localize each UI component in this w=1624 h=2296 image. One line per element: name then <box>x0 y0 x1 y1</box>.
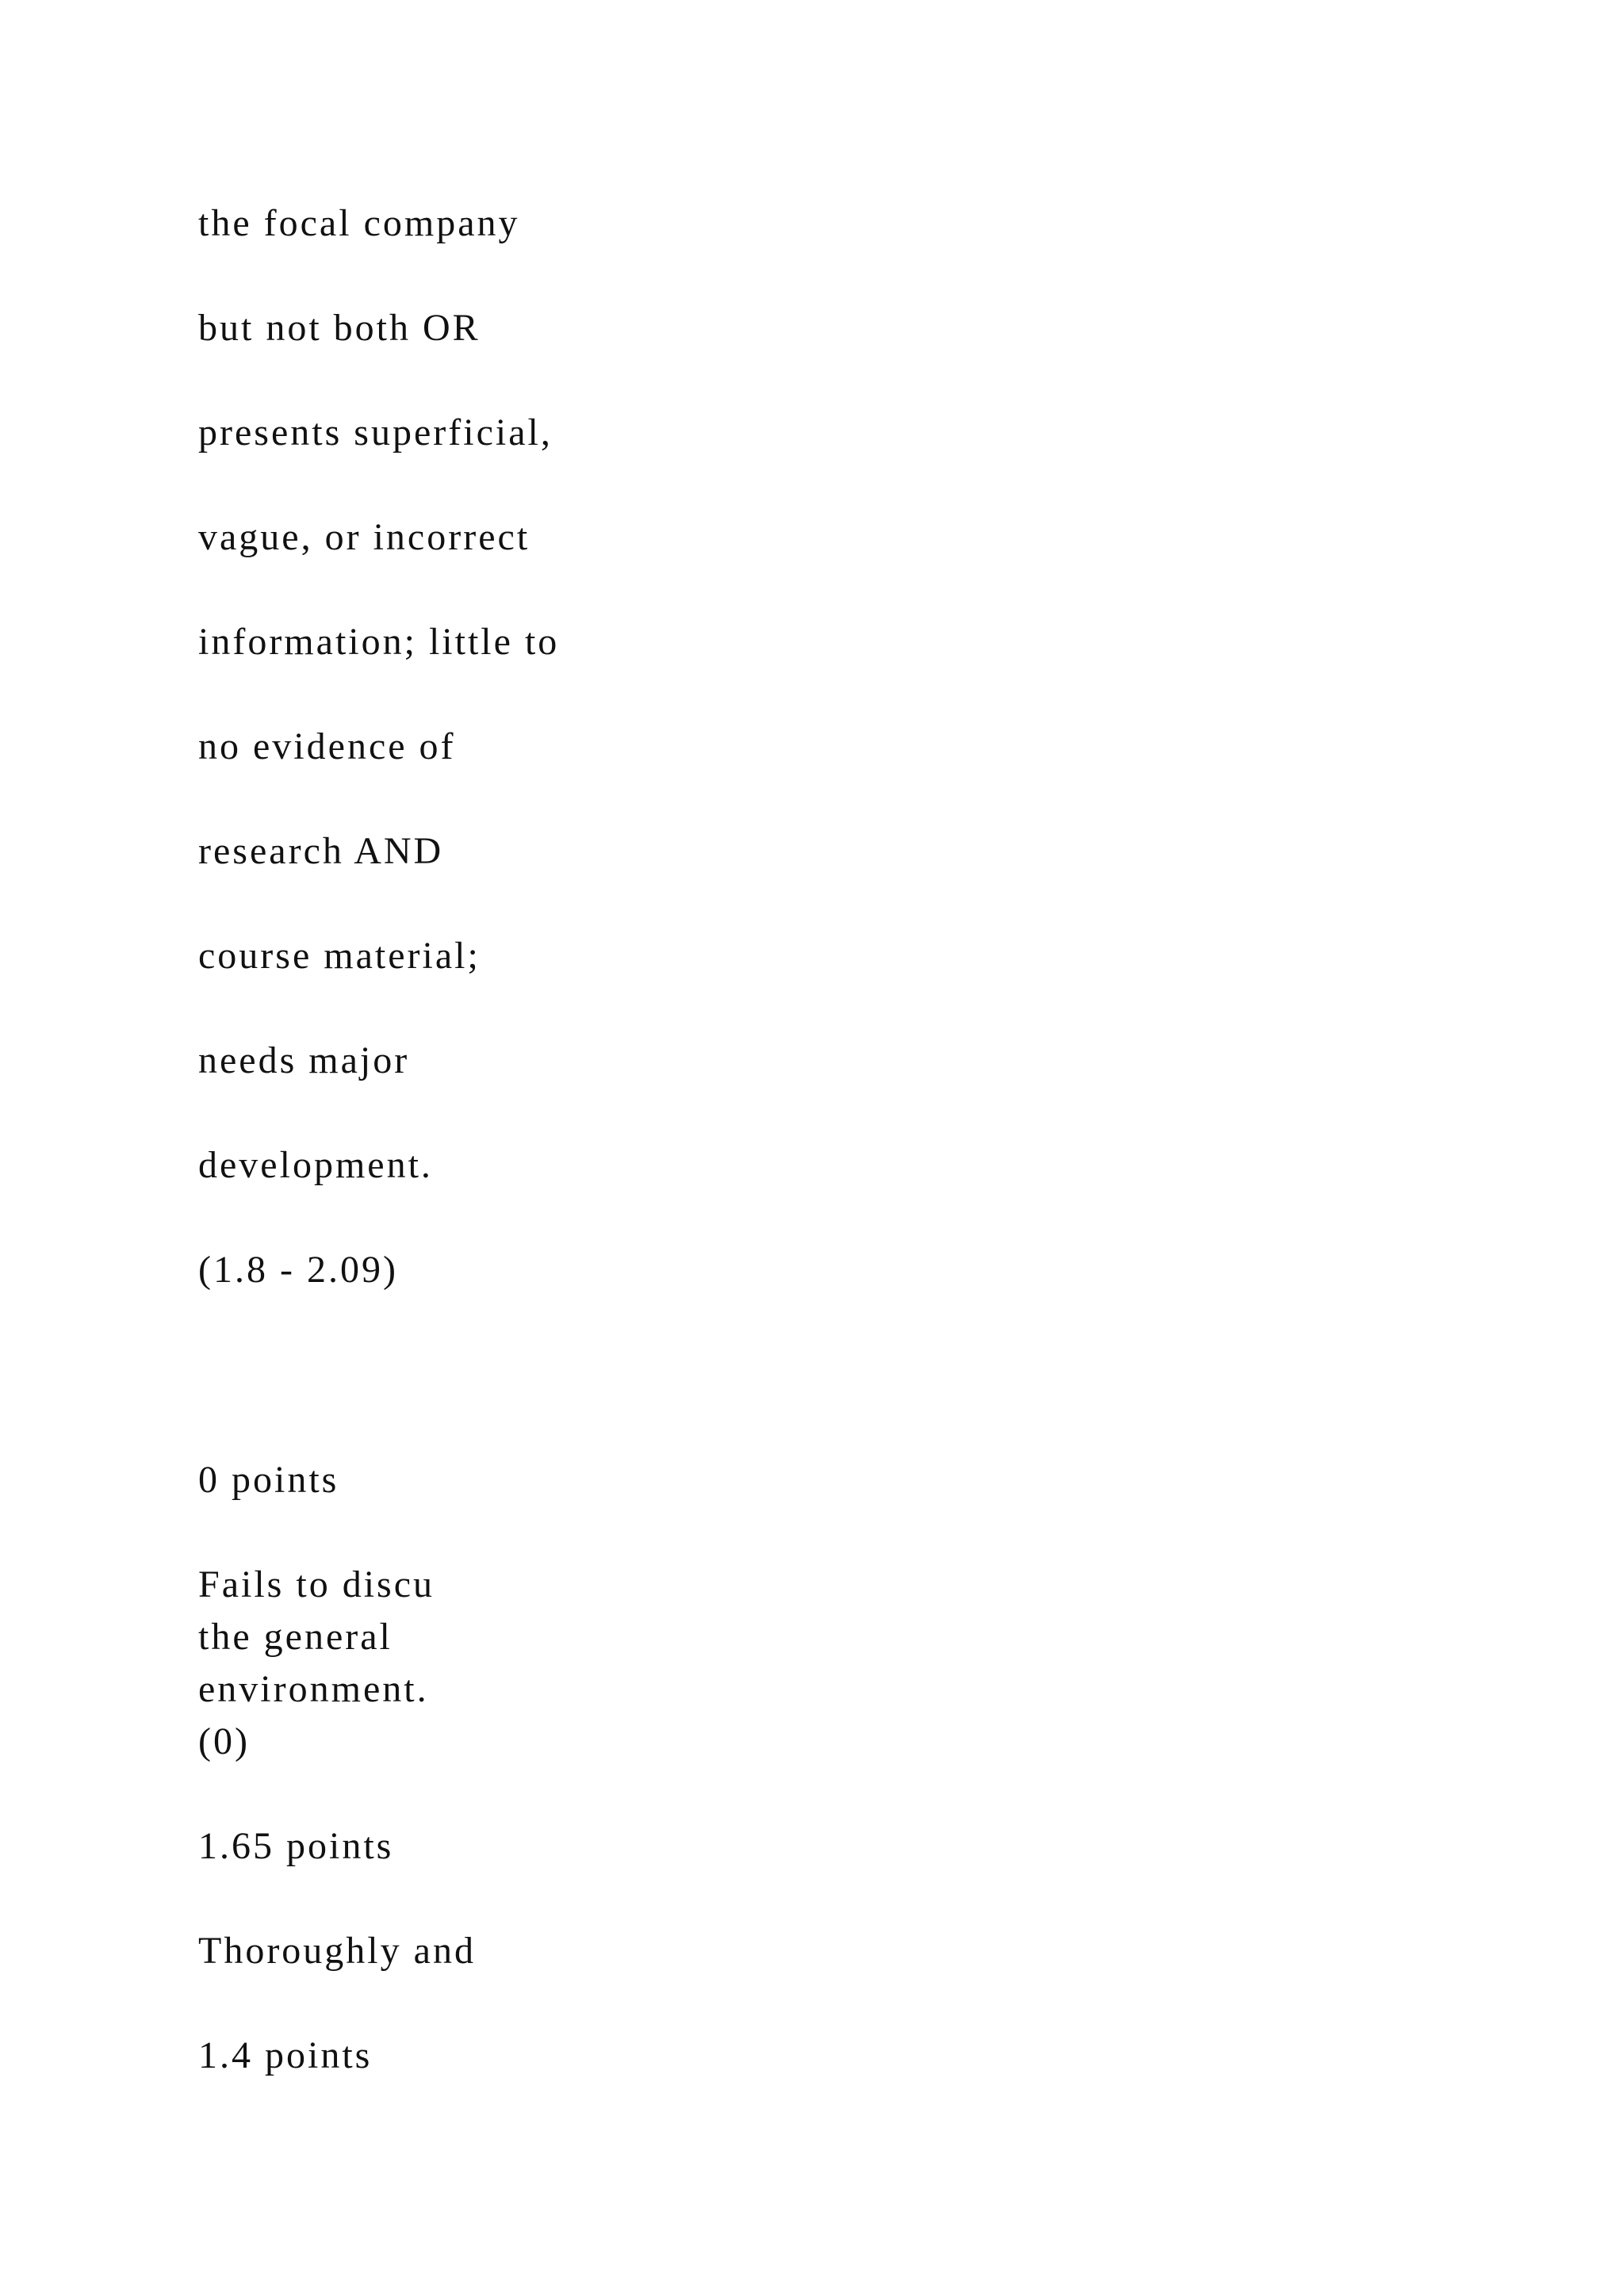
text-line: 1.4 points <box>198 2034 373 2076</box>
text-line: (0) <box>198 1720 250 1762</box>
text-line: 0 points <box>198 1459 339 1501</box>
text-line: the general <box>198 1616 393 1658</box>
text-line: development. <box>198 1144 433 1186</box>
text-line: 1.65 points <box>198 1825 394 1867</box>
text-line: no evidence of <box>198 725 456 767</box>
text-line: presents superficial, <box>198 411 553 453</box>
text-line: Fails to discu <box>198 1563 435 1605</box>
text-line: the focal company <box>198 202 520 244</box>
text-line: environment. <box>198 1668 429 1710</box>
text-line: information; little to <box>198 621 560 663</box>
text-line: but not both OR <box>198 307 481 349</box>
text-line: Thoroughly and <box>198 1930 476 1972</box>
text-line: (1.8 - 2.09) <box>198 1249 398 1291</box>
text-line: needs major <box>198 1039 410 1081</box>
text-line: research AND <box>198 830 444 872</box>
text-line: vague, or incorrect <box>198 516 530 558</box>
text-line: course material; <box>198 935 481 977</box>
